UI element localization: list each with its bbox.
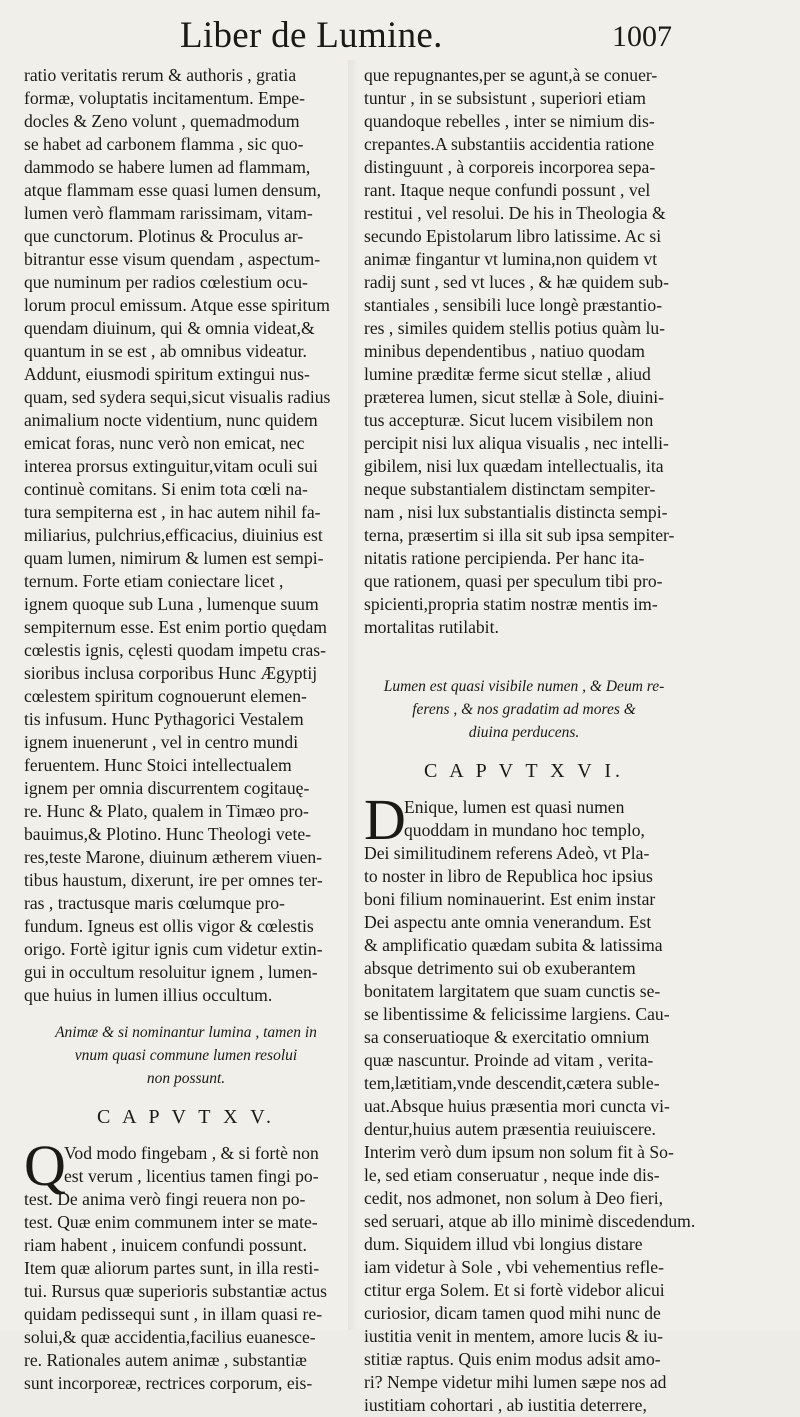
text-line: sed seruari, atque ab illo minimè discedendum.: [364, 1211, 696, 1231]
text-line: restitui , vel resolui. De his in Theologia &: [364, 203, 666, 223]
text-line: cedit, nos admonet, non solum à Deo fieri,: [364, 1188, 664, 1208]
text-line: lumine præditæ ferme sicut stellæ , aliud: [364, 364, 651, 384]
text-line: ignem per omnia discurrentem cogitauę-: [24, 778, 310, 798]
text-line: terna, præsertim si illa sit sub ipsa sempiter-: [364, 525, 675, 545]
text-line: secundo Epistolarum libro latissime. Ac si: [364, 226, 662, 246]
text-line: præterea lumen, sicut stellæ à Sole, diuini-: [364, 387, 665, 407]
text-line: se libentissime & felicissime largiens. Cau-: [364, 1004, 670, 1024]
text-line: spicienti,propria statim nostræ mentis im-: [364, 594, 658, 614]
text-line: diuina perducens.: [468, 724, 580, 741]
text-line: que repugnantes,per se agunt,à se conuer-: [364, 65, 658, 85]
text-line: feruentem. Hunc Stoici intellectualem: [24, 755, 292, 775]
text-line: ferens , & nos gradatim ad mores &: [412, 701, 636, 718]
text-line: bauimus,& Plotino. Hunc Theologi vete-: [24, 824, 312, 844]
text-line: curiosior, dicam tamen quod mihi nunc de: [364, 1303, 661, 1323]
text-line: iam videtur à Sole , vbi vehementius refle-: [364, 1257, 664, 1277]
drop-cap-letter: Q: [24, 1133, 66, 1198]
text-line: animæ fingantur vt lumina,non quidem vt: [364, 249, 658, 269]
spacer: [364, 744, 684, 754]
text-line: que numinum per radios cœlestium ocu-: [24, 272, 308, 292]
chapter-title-left: C A P V T X V.: [96, 1106, 276, 1128]
text-line: stantiales , sensibili luce longè præstantio-: [364, 295, 663, 315]
text-line: sioribus inclusa corporibus Hunc Ægyptij: [24, 663, 318, 683]
text-line: cœlestem spiritum cognouerunt elemen-: [24, 686, 307, 706]
text-line: que huius in lumen illius occultum.: [24, 985, 273, 1005]
text-line: quam, sed sydera sequi,sicut visualis radius: [24, 387, 331, 407]
text-line: tus accepturæ. Sicut lucem visibilem non: [364, 410, 654, 430]
text-line: lumen verò flammam rarissimam, vitam-: [24, 203, 313, 223]
text-line: absque detrimento sui ob exuberantem: [364, 958, 636, 978]
text-line: ratio veritatis rerum & authoris , gratia: [24, 65, 297, 85]
text-line: distinguunt , à corporeis incorporea sepa-: [364, 157, 656, 177]
text-line: Vod modo fingebam , & si fortè non: [64, 1143, 319, 1163]
text-line: Animæ & si nominantur lumina , tamen in: [55, 1024, 317, 1041]
text-line: tibus haustum, dixerunt, ire per omnes ter-: [24, 870, 323, 890]
spacer: [24, 1134, 348, 1142]
text-line: gibilem, nisi lux quædam intellectualis, ita: [364, 456, 664, 476]
chapter-title-right: C A P V T X V I.: [424, 760, 624, 782]
text-line: solui,& quæ accidentia,facilius euanesce-: [24, 1327, 316, 1347]
text-line: Addunt, eiusmodi spiritum extingui nus-: [24, 364, 310, 384]
text-line: Enique, lumen est quasi numen: [404, 797, 625, 817]
text-line: atque flammam esse quasi lumen densum,: [24, 180, 322, 200]
text-line: stitiæ raptus. Quis enim modus adsit amo-: [364, 1349, 661, 1369]
text-line: iustitia venit in mentem, amore lucis & iu-: [364, 1326, 664, 1346]
spacer: [364, 639, 684, 675]
text-line: uat.Absque huius præsentia mori cuncta vi-: [364, 1096, 670, 1116]
text-line: cœlestis ignis, cęlesti quodam impetu cras-: [24, 640, 326, 660]
section-heading-left: [24, 1021, 348, 1090]
text-line: se habet ad carbonem flamma , sic quo-: [24, 134, 304, 154]
text-line: res,teste Marone, diuinum ætherem viuen-: [24, 847, 323, 867]
page-number: 1007: [612, 20, 672, 53]
text-line: le, sed etiam conseruatur , neque inde dis-: [364, 1165, 660, 1185]
text-line: non possunt.: [146, 1070, 226, 1087]
text-line: animalium nocte videntium, nunc quidem: [24, 410, 318, 430]
text-line: gui in occultum resoluitur ignem , lumen-: [24, 962, 318, 982]
text-line: ignem quoque sub Luna , lumenque suum: [24, 594, 319, 614]
dropcap-paragraph-right: [364, 787, 684, 852]
text-line: tem,lætitiam,vnde descendit,cætera suble-: [364, 1073, 660, 1093]
text-line: sunt incorporeæ, rectrices corporum, eis-: [24, 1373, 313, 1393]
text-line: & amplificatio quædam subita & latissima: [364, 935, 663, 955]
text-line: nitatis ratione percipienda. Per hanc ita-: [364, 548, 645, 568]
text-line: Lumen est quasi visibile numen , & Deum re-: [383, 678, 665, 695]
text-line: re. Hunc & Plato, qualem in Timæo pro-: [24, 801, 309, 821]
text-line: que cunctorum. Plotinus & Proculus ar-: [24, 226, 304, 246]
text-line: riam habent , inuicem confundi possunt.: [24, 1235, 307, 1255]
text-line: test. De anima verò fingi reuera non po-: [24, 1189, 306, 1209]
text-line: dentur,huius autem præsentia reuiuiscere.: [364, 1119, 656, 1139]
text-line: Dei aspectu ante omnia venerandum. Est: [364, 912, 652, 932]
text-line: bonitatem largitatem que suam cunctis se-: [364, 981, 661, 1001]
text-line: re. Rationales autem animæ , substantiæ: [24, 1350, 307, 1370]
text-line: est verum , licentius tamen fingi po-: [64, 1166, 319, 1186]
left-column: [24, 64, 348, 1395]
text-line: rant. Itaque neque confundi possunt , vel: [364, 180, 651, 200]
text-line: lorum procul emissum. Atque esse spiritum: [24, 295, 330, 315]
text-line: vnum quasi commune lumen resolui: [74, 1047, 298, 1064]
text-line: to noster in libro de Republica hoc ipsius: [364, 866, 653, 886]
paragraph-right-2: [364, 842, 696, 1417]
text-line: quæ nascuntur. Proinde ad vitam , verita-: [364, 1050, 654, 1070]
text-line: mortalitas rutilabit.: [364, 617, 499, 637]
gutter-shadow: [348, 60, 358, 1330]
running-title: Liber de Lumine.: [180, 15, 443, 56]
text-line: ri? Nempe videtur mihi lumen sæpe nos ad: [364, 1372, 667, 1392]
page-header: [0, 0, 800, 60]
text-line: quantum in se est , ab omnibus videatur.: [24, 341, 307, 361]
text-line: formæ, voluptatis incitamentum. Empe-: [24, 88, 305, 108]
text-line: boni filium nominauerint. Est enim instar: [364, 889, 656, 909]
text-line: quoddam in mundano hoc templo,: [404, 820, 645, 840]
spacer: [24, 1007, 348, 1021]
spacer: [24, 1090, 348, 1100]
dropcap-lines: [364, 796, 684, 842]
text-line: tura sempiterna est , in hac autem nihil fa-: [24, 502, 321, 522]
text-line: fundum. Igneus est ollis vigor & cœlestis: [24, 916, 314, 936]
text-line: interea prorsus extinguitur,vitam oculi sui: [24, 456, 318, 476]
text-line: percipit nisi lux aliqua visualis , nec intelli-: [364, 433, 669, 453]
text-line: radij sunt , sed vt luces , & hæ quidem sub-: [364, 272, 669, 292]
text-line: quendam diuinum, qui & omnia videat,&: [24, 318, 315, 338]
paragraph-left-1: [24, 64, 348, 1007]
text-line: iustitiam cohortari , ab iustitia deterrere,: [364, 1395, 647, 1415]
text-line: sa conseruatioque & exercitatio omnium: [364, 1027, 650, 1047]
text-line: que rationem, quasi per speculum tibi pro-: [364, 571, 663, 591]
text-line: tuntur , in se subsistunt , superiori etiam: [364, 88, 646, 108]
text-line: minibus dependentibus , natiuo quodam: [364, 341, 645, 361]
text-line: crepantes.A substantiis accidentia ratione: [364, 134, 655, 154]
paragraph-right-1: [364, 64, 684, 639]
text-line: ras , tractusque maris cœlumque pro-: [24, 893, 285, 913]
dropcap-paragraph-left: [24, 1133, 348, 1198]
section-heading-right: [364, 675, 684, 744]
drop-cap-letter: D: [364, 787, 406, 852]
spacer: [364, 788, 684, 796]
text-line: Interim verò dum ipsum non solum fit à So-: [364, 1142, 674, 1162]
text-line: quidam pedissequi sunt , in illam quasi re-: [24, 1304, 323, 1324]
text-line: quandoque rebelles , inter se nimium dis-: [364, 111, 655, 131]
text-line: emicat foras, nunc verò non emicat, nec: [24, 433, 305, 453]
text-line: Item quæ aliorum partes sunt, in illa resti-: [24, 1258, 320, 1278]
text-line: continuè comitans. Si enim tota cœli na-: [24, 479, 308, 499]
dropcap-lines: [24, 1142, 348, 1188]
text-line: dum. Siquidem illud vbi longius distare: [364, 1234, 643, 1254]
text-line: neque substantialem distinctam sempiter-: [364, 479, 656, 499]
text-line: tis infusum. Hunc Pythagorici Vestalem: [24, 709, 304, 729]
text-line: dammodo se habere lumen ad flammam,: [24, 157, 311, 177]
text-line: test. Quæ enim communem inter se mate-: [24, 1212, 318, 1232]
text-line: docles & Zeno volunt , quemadmodum: [24, 111, 300, 131]
right-column: [364, 64, 696, 1417]
text-line: res , similes quidem stellis potius quàm lu-: [364, 318, 666, 338]
text-line: ternum. Forte etiam coniectare licet ,: [24, 571, 284, 591]
text-line: ctitur erga Solem. Et si fortè videbor alicui: [364, 1280, 665, 1300]
text-line: ignem inuenerunt , vel in centro mundi: [24, 732, 299, 752]
text-line: tui. Rursus quæ superioris substantiæ actus: [24, 1281, 328, 1301]
text-line: bitrantur esse visum quendam , aspectum-: [24, 249, 321, 269]
text-line: Dei similitudinem referens Adeò, vt Pla-: [364, 843, 650, 863]
text-line: miliarius, pulchrius,efficacius, diuinius est: [24, 525, 323, 545]
text-line: quam lumen, nimirum & lumen est sempi-: [24, 548, 324, 568]
paragraph-left-2: [24, 1188, 348, 1395]
text-line: origo. Fortè igitur ignis cum videtur extin-: [24, 939, 323, 959]
text-line: nam , nisi lux substantialis distincta sempi-: [364, 502, 668, 522]
text-line: sempiternum esse. Est enim portio quędam: [24, 617, 327, 637]
